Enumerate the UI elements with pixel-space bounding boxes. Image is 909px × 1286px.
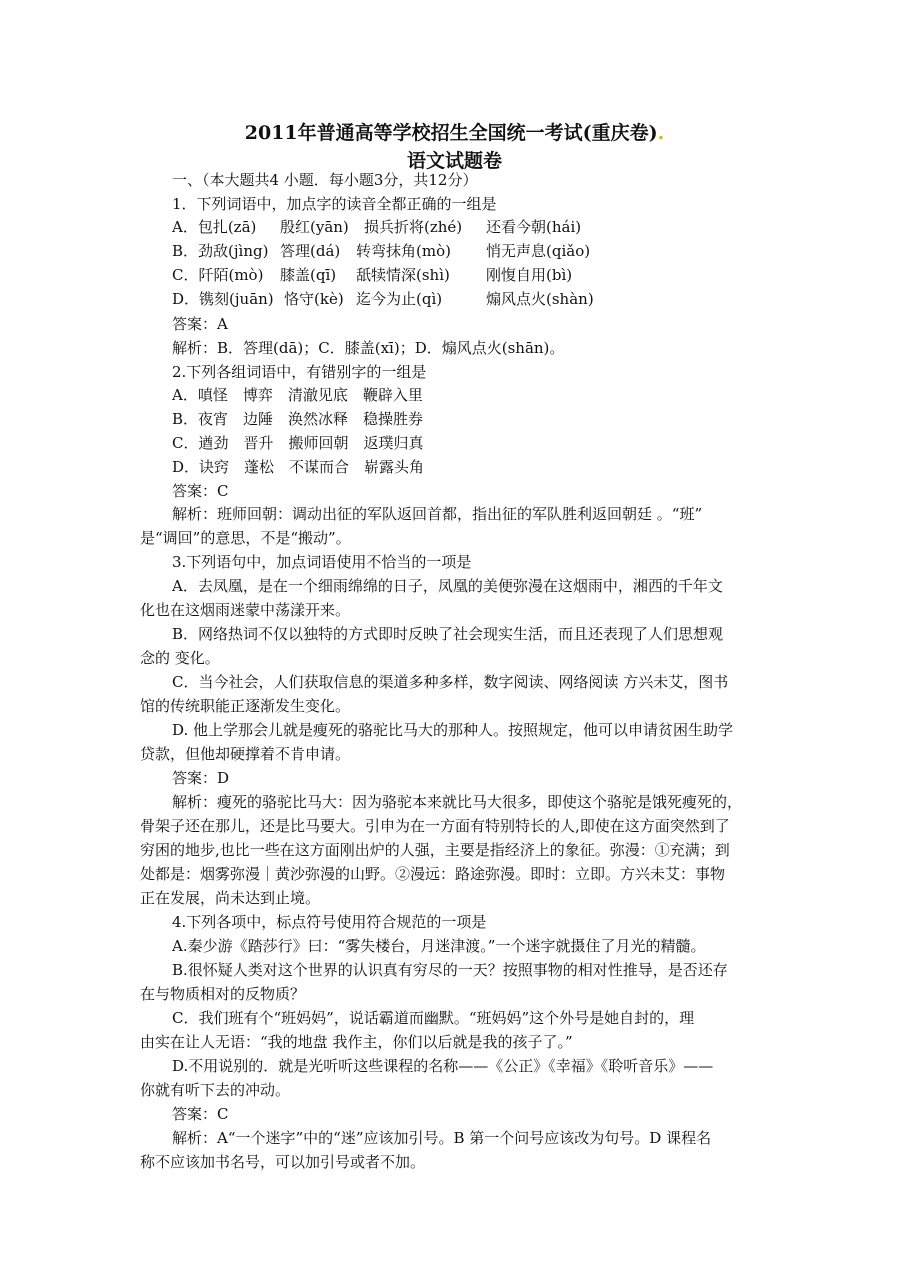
q2-option-d: D．诀窍 蓬松 不谋而合 崭露头角 [172,458,425,476]
q3-option-a-line-1: A．去凤凰，是在一个细雨绵绵的日子，凤凰的美便弥漫在这烟雨中，湘西的千年文 [172,577,723,595]
q3-analysis-line-1: 解析：瘦死的骆驼比马大：因为骆驼本来就比马大很多，即使这个骆驼是饿死瘦死的， [172,793,743,811]
q1-option-b [172,241,590,261]
q3-option-b-line-1: B．网络热词不仅以独特的方式即时反映了社会现实生活，而且还表现了人们思想观 [172,625,724,643]
q1-option-c [172,265,572,285]
q1-a-3: 损兵折将(zhé) [364,218,463,236]
exam-title-text: 2011年普通高等学校招生全国统一考试(重庆卷) [244,122,658,144]
q4-option-a: A.秦少游《踏莎行》曰：“雾失楼台，月迷津渡。”一个迷字就摄住了月光的精髓。 [172,937,706,955]
section-heading: 一、（本大题共4 小题．每小题3分，共12分） [172,171,478,189]
q1-answer: 答案：A [172,315,228,333]
q1-analysis: 解析：B．答理(dā)；C．膝盖(xī)；D．煽风点火(shān)。 [172,339,565,357]
q3-analysis-line-5: 正在发展，尚未达到止境。 [140,889,321,907]
q3-option-c-line-2: 馆的传统职能正逐渐发生变化。 [140,697,351,715]
q3-answer: 答案：D [172,769,230,787]
q3-analysis-line-4: 处都是：烟雾弥漫｜黄沙弥漫的山野。②漫远：路途弥漫。即时：立即。方兴未艾：事物 [140,865,726,883]
q1-b-1: B．劲敌(jìng) [172,242,269,260]
exam-subtitle: 语文试题卷 [406,150,502,172]
q1-d-3: 迄今为止(qì) [356,290,443,308]
q3-option-b-line-2: 念的 变化。 [140,649,220,667]
q1-a-2: 殷红(yān) [280,218,349,236]
q2-option-c: C．遒劲 晋升 搬师回朝 返璞归真 [172,434,424,452]
q3-option-d-line-2: 贷款，但他却硬撑着不肯申请。 [140,745,351,763]
exam-title [0,118,909,145]
q1-stem: 1．下列词语中，加点字的读音全都正确的一组是 [172,195,497,213]
q3-stem: 3.下列语句中，加点词语使用不恰当的一项是 [172,553,472,571]
q4-analysis-line-2: 称不应该加书名号，可以加引号或者不加。 [140,1153,426,1171]
q4-option-d-line-2: 你就有听下去的冲动。 [140,1081,291,1099]
q1-b-3: 转弯抹角(mò) [356,242,451,260]
q1-b-2: 答理(dá) [280,242,341,260]
q4-option-d-line-1: D.不用说别的．就是光听听这些课程的名称——《公正》《幸福》《聆听音乐》—— [172,1057,714,1075]
q1-c-4: 刚愎自用(bì) [486,266,573,284]
q2-stem: 2.下列各组词语中，有错别字的一组是 [172,363,427,381]
q4-stem: 4.下列各项中，标点符号使用符合规范的一项是 [172,913,487,931]
q1-d-4: 煽风点火(shàn) [486,290,594,308]
q4-option-c-line-1: C．我们班有个“班妈妈”，说话霸道而幽默。“班妈妈”这个外号是她自封的，理 [172,1009,695,1027]
q4-option-c-line-2: 由实在让人无语：“我的地盘 我作主，你们以后就是我的孩子了。” [140,1033,573,1051]
q1-c-3: 舐犊情深(shì) [356,266,450,284]
q3-analysis-line-2: 骨架子还在那儿，还是比马要大。引申为在一方面有特别特长的人,即使在这方面突然到了 [140,817,730,835]
q4-analysis-line-1: 解析：A“一个迷字”中的“迷”应该加引号。B 第一个问号应该改为句号。D 课程名 [172,1129,712,1147]
q4-option-b-line-1: B.很怀疑人类对这个世界的认识真有穷尽的一天？按照事物的相对性推导，是否还存 [172,961,728,979]
q1-a-4: 还看今朝(hái) [486,218,582,236]
q3-option-a-line-2: 化也在这烟雨迷蒙中荡漾开来。 [140,601,351,619]
q3-option-d-line-1: D. 他上学那会儿就是瘦死的骆驼比马大的那种人。按照规定，他可以申请贫困生助学 [172,721,734,739]
q1-d-2: 恪守(kè) [284,290,344,308]
q1-b-4: 悄无声息(qiǎo) [486,242,591,260]
q2-option-a: A．嗔怪 博弈 清澈见底 鞭辟入里 [172,386,423,404]
q2-option-b: B．夜宵 边陲 涣然冰释 稳操胜券 [172,410,424,428]
q2-analysis-line-2: 是“调回”的意思，不是“搬动”。 [140,529,351,547]
q1-c-1: C．阡陌(mò) [172,266,264,284]
q4-answer: 答案：C [172,1105,229,1123]
q1-d-1: D．镌刻(juān) [172,290,274,308]
q2-analysis-line-1: 解析：班师回朝：调动出征的军队返回首都，指出征的军队胜利返回朝廷 。“班” [172,505,703,523]
q1-a-1: A．包扎(zā) [172,218,257,236]
title-dot: . [657,122,665,144]
q1-c-2: 膝盖(qī) [280,266,337,284]
q2-answer: 答案：C [172,482,229,500]
q1-option-a [172,217,581,237]
q4-option-b-line-2: 在与物质相对的反物质？ [140,985,306,1003]
q1-option-d [172,289,594,309]
q3-option-c-line-1: C．当今社会，人们获取信息的渠道多种多样，数字阅读、网络阅读 方兴未艾，图书 [172,673,729,691]
q3-analysis-line-3: 穷困的地步,也比一些在这方面刚出炉的人强，主要是指经济上的象征。弥漫：①充满；到 [140,841,730,859]
